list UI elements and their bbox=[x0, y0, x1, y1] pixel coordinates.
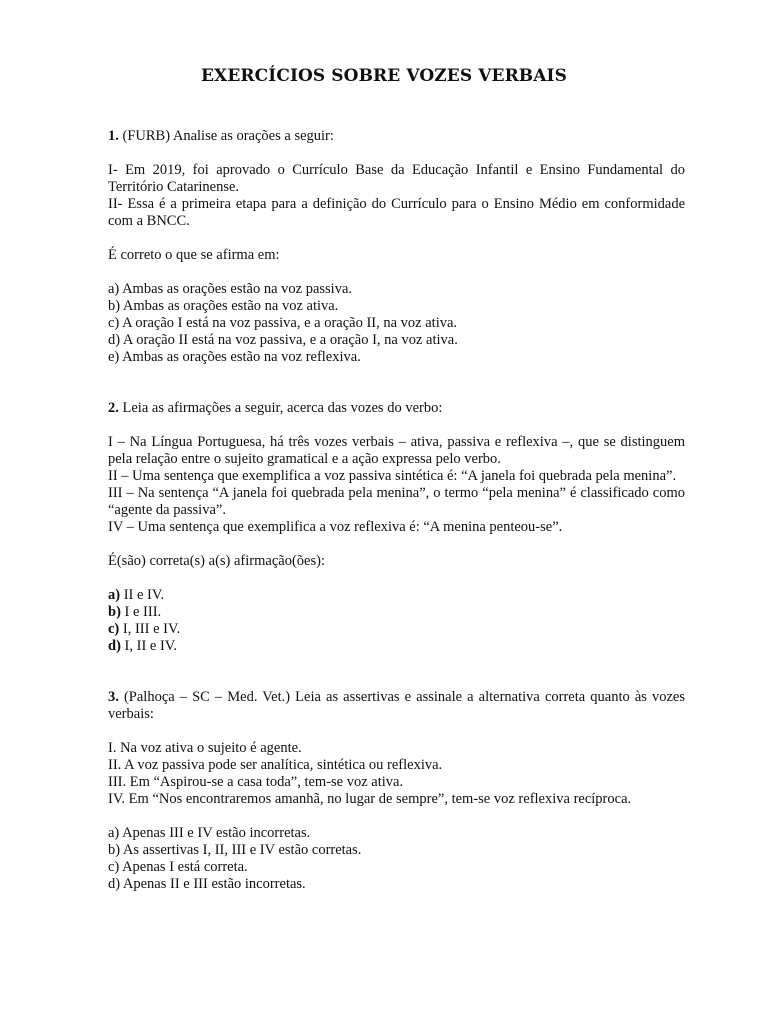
question-2-statement-2: II – Uma sentença que exemplifica a voz passiva sintética é: “A janela foi quebrada pela menina”. bbox=[108, 468, 677, 484]
question-3-number: 3. bbox=[108, 689, 119, 705]
question-2-statement-4: IV – Uma sentença que exemplifica a voz reflexiva é: “A menina penteou-se”. bbox=[108, 519, 563, 535]
question-1-sentence-1: I- Em 2019, foi aprovado o Currículo Base da Educação Infantil e Ensino Fundamental do Território Catarinense. bbox=[108, 162, 685, 195]
question-3-assertion-3: III. Em “Aspirou-se a casa toda”, tem-se voz ativa. bbox=[108, 774, 404, 790]
question-1-sentence-2: II- Essa é a primeira etapa para a definição do Currículo para o Ensino Médio em conformidade com a BNCC. bbox=[108, 196, 685, 229]
question-1-option-a: a) Ambas as orações estão na voz passiva. bbox=[108, 281, 353, 297]
question-1 bbox=[108, 128, 685, 366]
question-3-option-c: c) Apenas I está correta. bbox=[108, 859, 248, 875]
question-2-question: É(são) correta(s) a(s) afirmação(ões): bbox=[108, 553, 325, 569]
question-2-option-d: d) I, II e IV. bbox=[108, 638, 178, 654]
question-2-option-b: b) I e III. bbox=[108, 604, 162, 620]
question-2-option-a: a) II e IV. bbox=[108, 587, 165, 603]
question-1-prompt: 1. (FURB) Analise as orações a seguir: bbox=[108, 128, 334, 144]
question-3-assertion-4: IV. Em “Nos encontraremos amanhã, no lugar de sempre”, tem-se voz reflexiva recíproca. bbox=[108, 791, 632, 807]
question-3-assertion-1: I. Na voz ativa o sujeito é agente. bbox=[108, 740, 302, 756]
question-3-assertion-2: II. A voz passiva pode ser analítica, sintética ou reflexiva. bbox=[108, 757, 443, 773]
question-1-option-b: b) Ambas as orações estão na voz ativa. bbox=[108, 298, 339, 314]
question-3 bbox=[108, 689, 685, 893]
question-2-statement-1: I – Na Língua Portuguesa, há três vozes verbais – ativa, passiva e reflexiva –, que se distinguem pela relação entre o sujeito gramatical e a ação expressa pelo verbo. bbox=[108, 434, 685, 467]
question-1-question: É correto o que se afirma em: bbox=[108, 247, 280, 263]
question-3-option-a: a) Apenas III e IV estão incorretas. bbox=[108, 825, 311, 841]
question-3-prompt: 3. (Palhoça – SC – Med. Vet.) Leia as assertivas e assinale a alternativa correta quanto às vozes verbais: bbox=[108, 689, 685, 722]
question-2-statement-3: III – Na sentença “A janela foi quebrada pela menina”, o termo “pela menina” é classificado como “agente da passiva”. bbox=[108, 485, 685, 518]
question-2-number: 2. bbox=[108, 400, 119, 416]
question-1-option-c: c) A oração I está na voz passiva, e a oração II, na voz ativa. bbox=[108, 315, 458, 331]
question-3-option-d: d) Apenas II e III estão incorretas. bbox=[108, 876, 306, 892]
question-2 bbox=[108, 400, 685, 655]
document-content bbox=[108, 128, 685, 893]
question-2-prompt: 2. Leia as afirmações a seguir, acerca das vozes do verbo: bbox=[108, 400, 443, 416]
page-title: EXERCÍCIOS SOBRE VOZES VERBAIS bbox=[201, 66, 567, 86]
question-1-option-d: d) A oração II está na voz passiva, e a oração I, na voz ativa. bbox=[108, 332, 458, 348]
question-3-option-b: b) As assertivas I, II, III e IV estão corretas. bbox=[108, 842, 362, 858]
question-1-number: 1. bbox=[108, 128, 119, 144]
question-2-option-c: c) I, III e IV. bbox=[108, 621, 181, 637]
question-1-option-e: e) Ambas as orações estão na voz reflexiva. bbox=[108, 349, 361, 365]
